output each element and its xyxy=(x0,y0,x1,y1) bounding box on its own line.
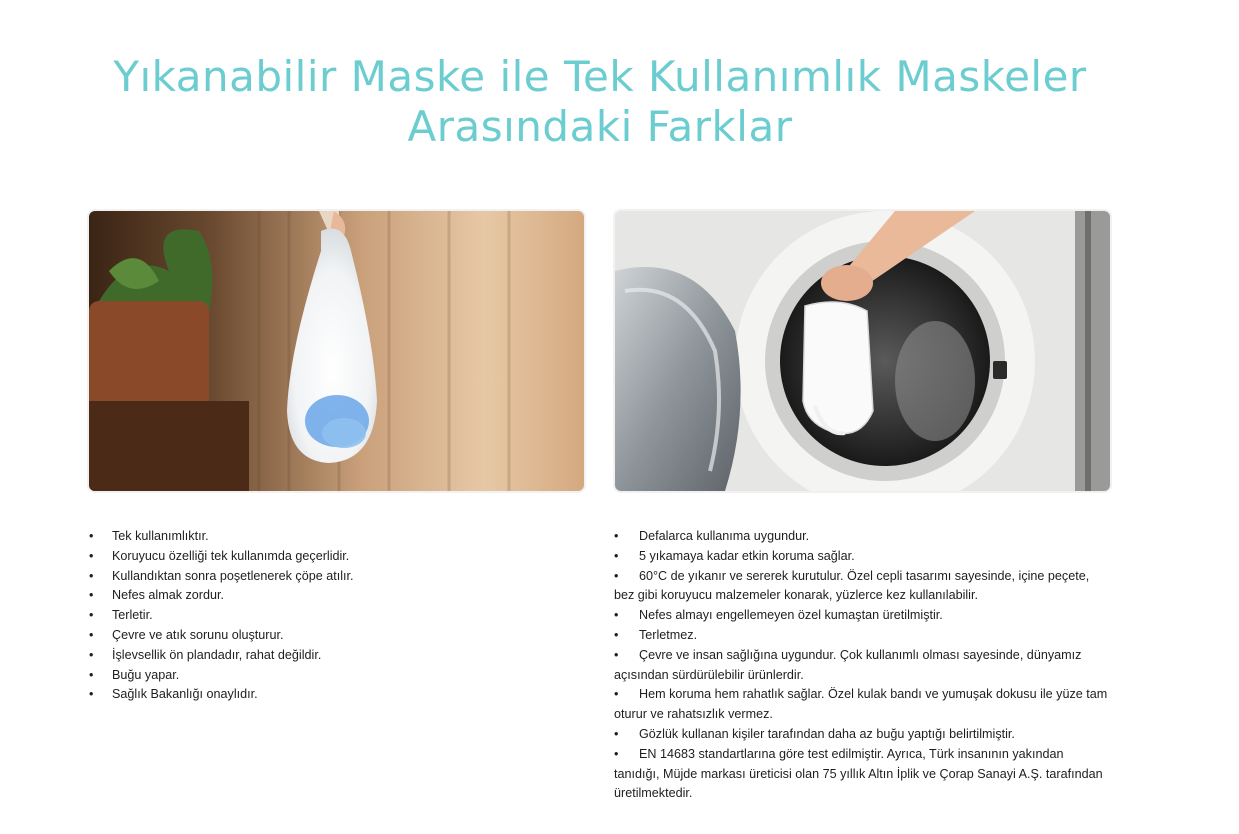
list-item-text: Çevre ve atık sorunu oluşturur. xyxy=(112,627,284,642)
list-item-text: Sağlık Bakanlığı onaylıdır. xyxy=(112,687,258,702)
list-item xyxy=(89,685,529,705)
washable-mask-photo xyxy=(615,211,1110,491)
list-item-text: Nefes almayı engellemeyen özel kumaştan üretilmiştir. xyxy=(639,608,943,623)
list-item xyxy=(89,626,529,646)
list-item xyxy=(614,745,1110,804)
list-item xyxy=(614,725,1110,745)
list-item xyxy=(614,547,1110,567)
bullet: • xyxy=(614,687,619,702)
list-item xyxy=(614,527,1110,547)
list-item xyxy=(89,606,529,626)
bullet: • xyxy=(89,627,94,642)
list-item-text: Tek kullanımlıktır. xyxy=(112,529,209,543)
page-title: Yıkanabilir Maske ile Tek Kullanımlık Maskeler Arasındaki Farklar xyxy=(113,52,1087,151)
washable-mask-image xyxy=(615,211,1110,491)
list-item-text: 5 yıkamaya kadar etkin koruma sağlar. xyxy=(639,548,855,563)
bullet: • xyxy=(89,548,94,563)
list-item xyxy=(89,527,529,547)
bullet: • xyxy=(614,726,619,741)
list-item xyxy=(89,567,529,587)
list-item-text: Hem koruma hem rahatlık sağlar. Özel kulak bandı ve yumuşak dokusu ile yüze tam oturur ve rahatsızlık vermez. xyxy=(614,687,1108,722)
bullet: • xyxy=(614,529,619,543)
list-item-text: Gözlük kullanan kişiler tarafından daha az buğu yaptığı belirtilmiştir. xyxy=(639,726,1015,741)
bullet: • xyxy=(89,687,94,702)
disposable-mask-photo xyxy=(89,211,584,491)
list-item xyxy=(614,646,1110,686)
list-item-text: Defalarca kullanıma uygundur. xyxy=(639,529,810,543)
bullet: • xyxy=(89,667,94,682)
bullet: • xyxy=(89,568,94,583)
list-item xyxy=(89,666,529,686)
bullet: • xyxy=(614,647,619,662)
list-item-text: Kullandıktan sonra poşetlenerek çöpe atılır. xyxy=(112,568,354,583)
disposable-mask-image xyxy=(89,211,584,491)
list-item-text: İşlevsellik ön plandadır, rahat değildir. xyxy=(112,647,322,662)
bullet: • xyxy=(614,568,619,583)
list-item xyxy=(614,606,1110,626)
bullet: • xyxy=(89,588,94,603)
list-item xyxy=(89,646,529,666)
bullet: • xyxy=(89,529,94,543)
list-item-text: Terletir. xyxy=(112,608,153,623)
list-item xyxy=(89,547,529,567)
bullet: • xyxy=(614,627,619,642)
list-item-text: 60°C de yıkanır ve sererek kurutulur. Özel cepli tasarımı sayesinde, içine peçete, bez gibi koruyucu malzemeler konarak, yüzlerce kez kullanılabilir. xyxy=(614,568,1090,603)
list-item xyxy=(614,626,1110,646)
list-item-text: Nefes almak zordur. xyxy=(112,588,224,603)
list-item-text: EN 14683 standartlarına göre test edilmiştir. Ayrıca, Türk insanının yakından tanıdığı, Müjde markası üreticisi olan 75 yıllık Altın İplik ve Çorap Sanayi A.Ş. tarafından üretilmektedir. xyxy=(614,746,1103,801)
bullet: • xyxy=(89,608,94,623)
bullet: • xyxy=(614,548,619,563)
bullet: • xyxy=(614,746,619,761)
washable-mask-list xyxy=(614,527,1110,804)
list-item-text: Buğu yapar. xyxy=(112,667,180,682)
disposable-mask-list xyxy=(89,527,529,705)
list-item-text: Terletmez. xyxy=(639,627,698,642)
list-item xyxy=(614,567,1110,607)
list-item-text: Koruyucu özelliği tek kullanımda geçerlidir. xyxy=(112,548,350,563)
list-item xyxy=(89,586,529,606)
bullet: • xyxy=(614,608,619,623)
list-item xyxy=(614,685,1110,725)
bullet: • xyxy=(89,647,94,662)
list-item-text: Çevre ve insan sağlığına uygundur. Çok kullanımlı olması sayesinde, dünyamız açısından sürdürülebilir ürünlerdir. xyxy=(614,647,1082,682)
